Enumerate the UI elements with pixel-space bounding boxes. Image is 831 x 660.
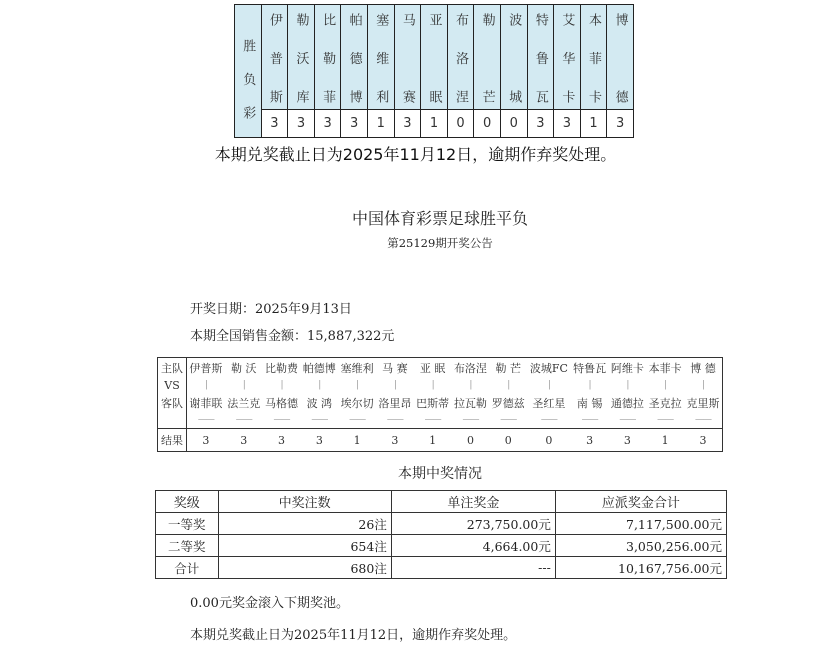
result-cell: 3 [261,110,288,138]
match-result: 3 [225,429,263,452]
vs-separator: | [318,380,321,390]
result-cell: 3 [527,110,554,138]
vs-separator: | [547,380,550,390]
vs-separator: | [507,380,510,390]
prize-header: 应派奖金合计 [555,491,726,513]
lottery-label: 胜负彩 [240,39,256,119]
vs-separator: | [356,380,359,390]
home-label: 主队 [158,358,187,378]
prize-cell: 一等奖 [156,513,219,535]
dash-line: —— [235,415,252,425]
prize-table [155,490,727,579]
vs-separator: | [626,380,629,390]
prize-row [156,557,727,579]
prize-row [156,513,727,535]
team-header [261,5,288,110]
draw-date: 开奖日期：2025年9月13日 [190,302,352,317]
match-result: 3 [571,429,609,452]
dash-line: —— [695,415,712,425]
away-label: 客队 [158,393,187,412]
prize-cell: 3,050,256.00元 [555,535,726,557]
sales-amount: 本期全国销售金额：15,887,322元 [190,329,395,344]
match-table [157,357,723,452]
deadline-notice-top: 本期兑奖截止日为2025年11月12日，逾期作弃奖处理。 [214,145,617,164]
result-cell: 1 [421,110,448,138]
away-team: 波 鸿 [306,396,333,410]
result-cell: 3 [394,110,421,138]
team-header [474,5,501,110]
team-name: 勒沃库 [293,13,309,103]
team-header [288,5,315,110]
home-team: 马 赛 [382,361,408,375]
dash-line: —— [500,415,517,425]
team-header [367,5,394,110]
team-header [394,5,421,110]
prize-header: 单注奖金 [391,491,555,513]
deadline-notice: 本期兑奖截止日为2025年11月12日，逾期作弃奖处理。 [190,628,517,643]
dash-line: —— [619,415,636,425]
team-header [314,5,341,110]
prize-cell: 26注 [218,513,391,535]
result-cell: 3 [288,110,315,138]
home-team: 本菲卡 [648,361,682,375]
vs-separator: | [242,380,245,390]
team-name: 特鲁瓦 [532,13,548,103]
match-result: 0 [452,429,490,452]
dash-label-cell [158,412,187,429]
team-header [421,5,448,110]
team-header [527,5,554,110]
match-result: 0 [489,429,527,452]
result-cell: 1 [367,110,394,138]
prize-cell: 7,117,500.00元 [555,513,726,535]
result-cell: 0 [474,110,501,138]
match-result: 3 [300,429,338,452]
team-header [554,5,581,110]
match-result: 3 [263,429,301,452]
team-name: 博德 [612,13,628,103]
home-team: 伊普斯 [189,361,223,375]
home-team: 帕德博 [302,361,336,375]
team-name: 塞维利 [373,13,389,103]
prize-row [156,535,727,557]
dash-line: —— [424,415,441,425]
away-team: 圣红星 [532,396,566,410]
document-subtitle: 第25129期开奖公告 [387,236,493,250]
prize-cell: 680注 [218,557,391,579]
team-header [607,5,634,110]
home-team: 阿维卡 [610,361,644,375]
prize-header: 奖级 [156,491,219,513]
team-name: 布洛涅 [453,13,469,103]
vs-separator: | [664,380,667,390]
vs-separator: | [431,380,434,390]
dash-line: —— [540,415,557,425]
away-team: 谢菲联 [189,396,223,410]
vs-label: VS [158,377,187,393]
team-name: 帕德博 [346,13,362,103]
match-result: 1 [414,429,452,452]
dash-line: —— [311,415,328,425]
result-cell: 3 [314,110,341,138]
away-team: 南 锡 [576,396,603,410]
rollover-text: 0.00元奖金滚入下期奖池。 [190,596,349,611]
match-result: 1 [338,429,376,452]
home-team: 布洛涅 [453,361,487,375]
result-cell: 3 [607,110,634,138]
home-team: 亚 眠 [419,361,446,375]
lottery-label-cell [235,5,262,138]
prize-cell: 654注 [218,535,391,557]
home-team: 勒 芒 [495,361,521,375]
prize-cell: --- [391,557,555,579]
team-name: 亚眠 [426,13,442,103]
vs-separator: | [280,380,283,390]
vs-separator: | [393,380,396,390]
away-team: 马格德 [265,396,299,410]
prize-cell: 4,664.00元 [391,535,555,557]
away-team: 洛里昂 [378,396,412,410]
vs-separator: | [588,380,591,390]
team-header [500,5,527,110]
result-summary-table [234,4,634,138]
team-name: 伊普斯 [266,13,282,103]
match-result: 0 [527,429,571,452]
dash-line: —— [657,415,674,425]
dash-line: —— [273,415,290,425]
prize-cell: 273,750.00元 [391,513,555,535]
home-team: 特鲁瓦 [573,361,607,375]
vs-separator: | [701,380,705,390]
away-team: 法兰克 [227,396,261,410]
home-team: 博 德 [690,361,716,375]
match-result: 3 [684,429,722,452]
result-cell: 3 [341,110,368,138]
team-name: 艾华卡 [559,13,575,103]
dash-line: —— [349,415,366,425]
team-header [447,5,474,110]
away-team: 巴斯蒂 [416,396,450,410]
away-team: 拉瓦勒 [453,396,487,410]
dash-line: —— [197,415,214,425]
team-name: 本菲卡 [586,13,602,103]
away-team: 罗德兹 [491,396,525,410]
dash-line: —— [386,415,403,425]
prize-cell: 10,167,756.00元 [555,557,726,579]
result-cell: 0 [447,110,474,138]
result-cell: 3 [554,110,581,138]
dash-line: —— [462,415,479,425]
away-team: 埃尔切 [340,396,374,410]
result-cell: 1 [580,110,607,138]
prize-cell: 二等奖 [156,535,219,557]
prize-header-row [156,491,727,513]
team-name: 波城 [506,13,522,103]
team-header [580,5,607,110]
match-result: 3 [187,429,225,452]
away-team: 克里斯 [686,396,720,410]
prize-cell: 合计 [156,557,219,579]
vs-separator: | [469,380,472,390]
vs-separator: | [204,380,207,390]
match-result: 3 [608,429,646,452]
team-name: 勒芒 [479,13,495,103]
home-team: 勒 沃 [231,361,257,375]
prize-title: 本期中奖情况 [398,466,482,482]
match-result: 3 [376,429,414,452]
result-cell: 0 [500,110,527,138]
team-name: 马赛 [399,13,415,103]
home-team: 塞维利 [340,361,374,375]
home-team: 波城FC [529,361,568,375]
away-team: 圣克拉 [648,396,682,410]
result-label: 结果 [158,429,187,452]
match-result: 1 [646,429,684,452]
team-header [341,5,368,110]
dash-line: —— [581,415,598,425]
away-team: 通德拉 [610,396,644,410]
home-team: 比勒费 [265,361,299,375]
prize-header: 中奖注数 [218,491,391,513]
document-title: 中国体育彩票足球胜平负 [351,209,528,228]
team-name: 比勒菲 [320,13,336,103]
